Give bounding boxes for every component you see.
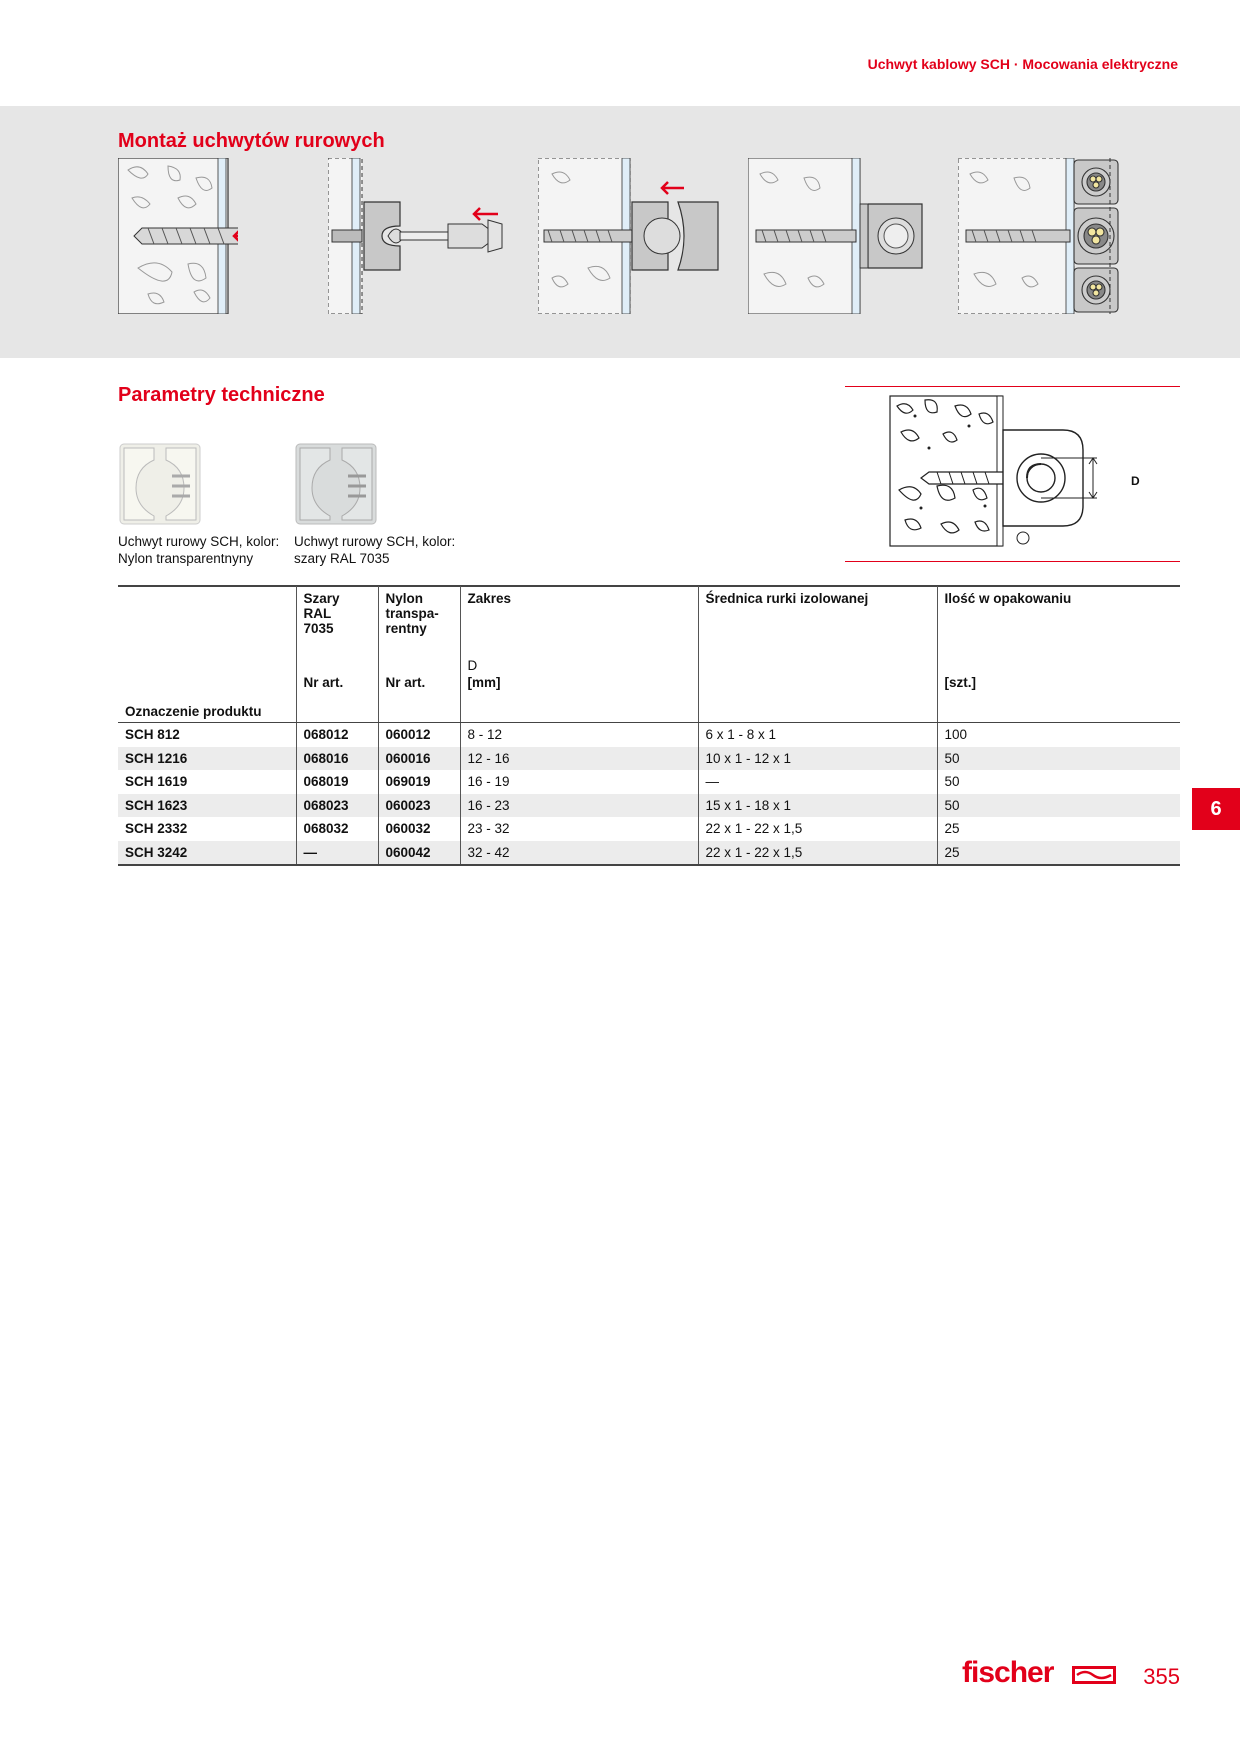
header-nylon <box>378 586 460 649</box>
header-cell <box>698 697 937 723</box>
caption-line: Nylon transparentnyny <box>118 551 254 566</box>
cell-range: 8 - 12 <box>460 723 698 747</box>
header-cell <box>698 649 937 675</box>
table-row <box>118 723 1180 747</box>
header-cell <box>937 697 1180 723</box>
cell-range: 12 - 16 <box>460 747 698 771</box>
cell-product: SCH 1623 <box>118 794 296 818</box>
cell-grey: 068016 <box>296 747 378 771</box>
header-art-no-nylon: Nr art. <box>378 675 460 697</box>
cell-qty: 50 <box>937 747 1180 771</box>
product-caption-transparent <box>118 533 279 567</box>
header-cell <box>460 697 698 723</box>
header-cell <box>296 649 378 675</box>
product-photo-transparent <box>118 442 202 526</box>
cell-qty: 100 <box>944 727 968 742</box>
product-caption-grey <box>294 533 455 567</box>
mounting-step-5-multiple-clips-illustration <box>958 158 1158 314</box>
product-photo-grey <box>294 442 378 526</box>
page-number: 355 <box>1143 1664 1180 1689</box>
caption-line: szary RAL 7035 <box>294 551 390 566</box>
header-cell <box>296 697 378 723</box>
header-cell <box>378 697 460 723</box>
cell-grey: 068032 <box>296 817 378 841</box>
cell-grey: 068012 <box>296 723 378 747</box>
cell-diameter: — <box>698 770 937 794</box>
table-header-row <box>118 586 1180 649</box>
header-text: transpa- <box>385 606 439 621</box>
cell-nylon: 069019 <box>378 770 460 794</box>
cell-product: SCH 812 <box>118 723 296 747</box>
cell-diameter: 6 x 1 - 8 x 1 <box>698 723 937 747</box>
cell-nylon: 060042 <box>378 841 460 866</box>
running-header: Uchwyt kablowy SCH · Mocowania elektryczne <box>867 56 1178 72</box>
table-header-row <box>118 649 1180 675</box>
table-row <box>118 770 1180 794</box>
mounting-title: Montaż uchwytów rurowych <box>118 130 385 152</box>
header-cell <box>698 675 937 697</box>
header-art-no-grey: Nr art. <box>296 675 378 697</box>
header-quantity: Ilość w opakowaniu <box>944 591 1072 606</box>
mounting-step-4-clip-illustration <box>868 158 928 314</box>
cell-product: SCH 1619 <box>118 770 296 794</box>
cell-range: 16 - 19 <box>460 770 698 794</box>
logo-emblem-icon <box>1072 1666 1116 1684</box>
table-row <box>118 841 1180 866</box>
drawing-illustration <box>845 386 1180 562</box>
cell-nylon: 060016 <box>378 747 460 771</box>
fischer-logo <box>962 1656 1120 1690</box>
header-range-unit: [mm] <box>460 675 698 697</box>
cell-nylon: 060032 <box>378 817 460 841</box>
dimension-label: D <box>1131 474 1140 488</box>
header-grey <box>296 586 378 649</box>
cell-qty: 50 <box>944 774 960 789</box>
table-header-row <box>118 697 1180 723</box>
mounting-step-2-anchor-illustration <box>328 158 518 314</box>
caption-line: Uchwyt rurowy SCH, kolor: <box>294 534 456 549</box>
table-row <box>118 794 1180 818</box>
chapter-tab[interactable]: 6 <box>1192 788 1240 830</box>
cell-nylon: 060012 <box>378 723 460 747</box>
header-quantity-unit: [szt.] <box>944 675 976 690</box>
header-cell <box>118 675 296 697</box>
header-text: Szary RAL <box>303 591 340 621</box>
cell-product: SCH 2332 <box>118 817 296 841</box>
cell-diameter: 22 x 1 - 22 x 1,5 <box>698 841 937 866</box>
header-cell <box>937 649 1180 675</box>
cell-range: 32 - 42 <box>460 841 698 866</box>
header-text: 7035 <box>303 621 334 636</box>
cell-qty: 50 <box>937 794 1180 818</box>
technical-drawing <box>845 386 1180 562</box>
cell-nylon: 060023 <box>378 794 460 818</box>
header-diameter: Średnica rurki izolowanej <box>698 586 937 649</box>
cell-qty: 25 <box>937 841 1180 866</box>
header-cell <box>118 649 296 675</box>
cell-diameter: 22 x 1 - 22 x 1,5 <box>698 817 937 841</box>
cell-diameter: 10 x 1 - 12 x 1 <box>698 747 937 771</box>
cell-product: SCH 1216 <box>118 747 296 771</box>
table-row <box>118 817 1180 841</box>
cell-grey: — <box>296 841 378 866</box>
cell-grey: 068019 <box>296 770 378 794</box>
mounting-step-1-drill-illustration <box>118 158 238 314</box>
header-product: Oznaczenie produktu <box>118 697 296 723</box>
cell-grey: 068023 <box>296 794 378 818</box>
cell-diameter: 15 x 1 - 18 x 1 <box>698 794 937 818</box>
cell-range: 16 - 23 <box>460 794 698 818</box>
header-range: Zakres <box>460 586 698 649</box>
cell-product: SCH 3242 <box>118 841 296 866</box>
header-text: Nylon <box>385 591 424 606</box>
header-text: rentny <box>385 621 427 636</box>
table-row <box>118 747 1180 771</box>
cell-qty: 25 <box>944 821 960 836</box>
mounting-step-4-installed-illustration <box>748 158 868 314</box>
header-range-symbol: D <box>460 649 698 675</box>
logo-wordmark: fischer <box>962 1656 1054 1689</box>
mounting-step-3-clip-illustration <box>538 158 728 314</box>
header-cell <box>378 649 460 675</box>
table-header-row <box>118 675 1180 697</box>
header-cell <box>118 586 296 649</box>
caption-line: Uchwyt rurowy SCH, kolor: <box>118 534 280 549</box>
spec-table <box>118 586 1180 866</box>
cell-range: 23 - 32 <box>460 817 698 841</box>
params-title: Parametry techniczne <box>118 384 325 406</box>
